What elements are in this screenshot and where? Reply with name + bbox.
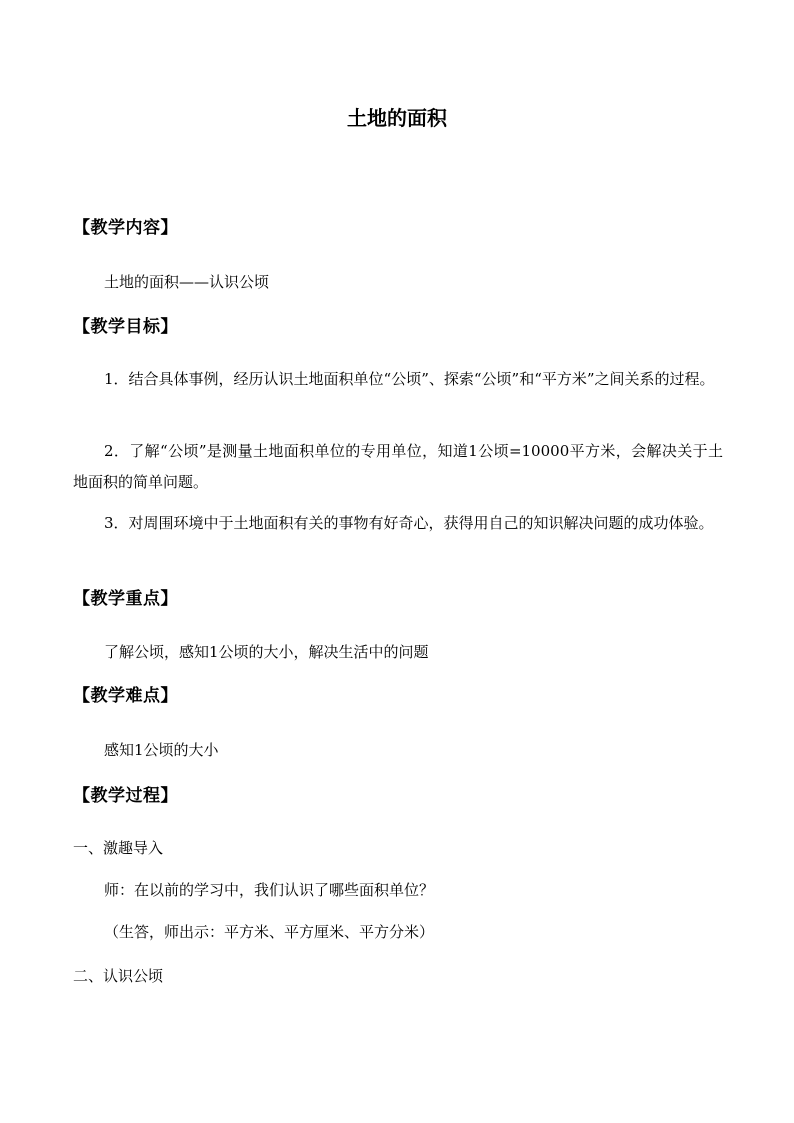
goal-item-2: 2．了解“公顷”是测量土地面积单位的专用单位，知道1公顷=10000平方米，会解决关于土地面积的简单问题。 <box>73 442 723 491</box>
document-title: 土地的面积 <box>347 106 447 130</box>
heading-key-points: 【教学重点】 <box>73 589 178 609</box>
heading-teaching-goals: 【教学目标】 <box>73 317 178 337</box>
process-step-2: 二、认识公顷 <box>73 967 164 985</box>
goal-item-1: 1．结合具体事例，经历认识土地面积单位“公顷”、探索“公顷”和“平方米”之间关系的过程。 <box>104 370 715 388</box>
heading-teaching-content: 【教学内容】 <box>73 218 178 238</box>
difficulties-text: 感知1公顷的大小 <box>104 741 219 759</box>
goal-item-3: 3．对周围环境中于土地面积有关的事物有好奇心，获得用自己的知识解决问题的成功体验。 <box>104 514 714 532</box>
heading-teaching-process: 【教学过程】 <box>73 786 178 806</box>
key-points-text: 了解公顷，感知1公顷的大小，解决生活中的问题 <box>104 643 429 661</box>
teaching-content-text: 土地的面积——认识公顷 <box>104 273 270 291</box>
heading-difficulties: 【教学难点】 <box>73 686 178 706</box>
process-step-1: 一、激趣导入 <box>73 839 164 857</box>
student-line: （生答，师出示：平方米、平方厘米、平方分米） <box>104 923 435 941</box>
teacher-line: 师：在以前的学习中，我们认识了哪些面积单位？ <box>104 881 435 899</box>
